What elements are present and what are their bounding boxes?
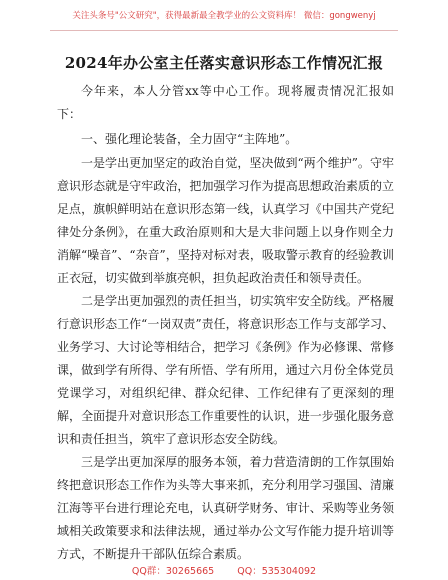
header-divider: [50, 30, 398, 31]
footer-contact: [0, 563, 448, 577]
section-heading: 一、强化理论装备，全力固守“主阵地”。: [81, 132, 298, 146]
header-promo-note: 关注头条号"公文研究"，获得最新最全教学业的公文资料库！ 微信：gongwenyj: [72, 11, 376, 21]
body-paragraph-1: 一是学出更加坚定的政治自觉，坚决做到“两个维护”。守牢意识形态就是守牢政治，把加强学习作为提高思想政治素质的立足点，旗帜鲜明站在意识形态第一线，认真学习《中国共产党纪律处分条例》，在重大政治原则和大是大非问题上以身作则全力消解“噪音”、“杂音”，坚持对标对表，吸取警示教育的经验教训正衣冠，切实做到举旗亮帜，担负起政治责任和领导责任。: [57, 156, 394, 285]
body-paragraph-2: 二是学出更加强烈的责任担当，切实筑牢安全防线。严格履行意识形态工作“一岗双责”责任，将意识形态工作与支部学习、业务学习、大讨论等相结合，把学习《条例》作为必修课、常修课，做到学有所得、学有所悟、学有所用，通过六月份全体党员党课学习，对组织纪律、群众纪律、工作纪律有了更深刻的理解，全面提升对意识形态工作重要性的认识，进一步强化服务意识和责任担当，筑牢了意识形态安全防线。: [57, 294, 394, 446]
body-paragraph-3: 三是学出更加深厚的服务本领，着力营造清朗的工作氛围始终把意识形态工作作为头等大事来抓，充分利用学习强国、清廉江海等平台进行理论充电，认真研学财务、审计、采购等业务领域相关政策要求和法律法规，通过举办公文写作能力提升培训等方式，不断提升干部队伍综合素质。: [57, 455, 394, 561]
footer-qq: QQ：535304092: [237, 566, 317, 577]
footer-qq-group: QQ群：30265665: [131, 566, 215, 577]
intro-paragraph: 今年来，本人分管xx等中心工作。现将履责情况汇报如下：: [57, 84, 394, 121]
document-title: 2024年办公室主任落实意识形态工作情况汇报: [64, 54, 384, 72]
